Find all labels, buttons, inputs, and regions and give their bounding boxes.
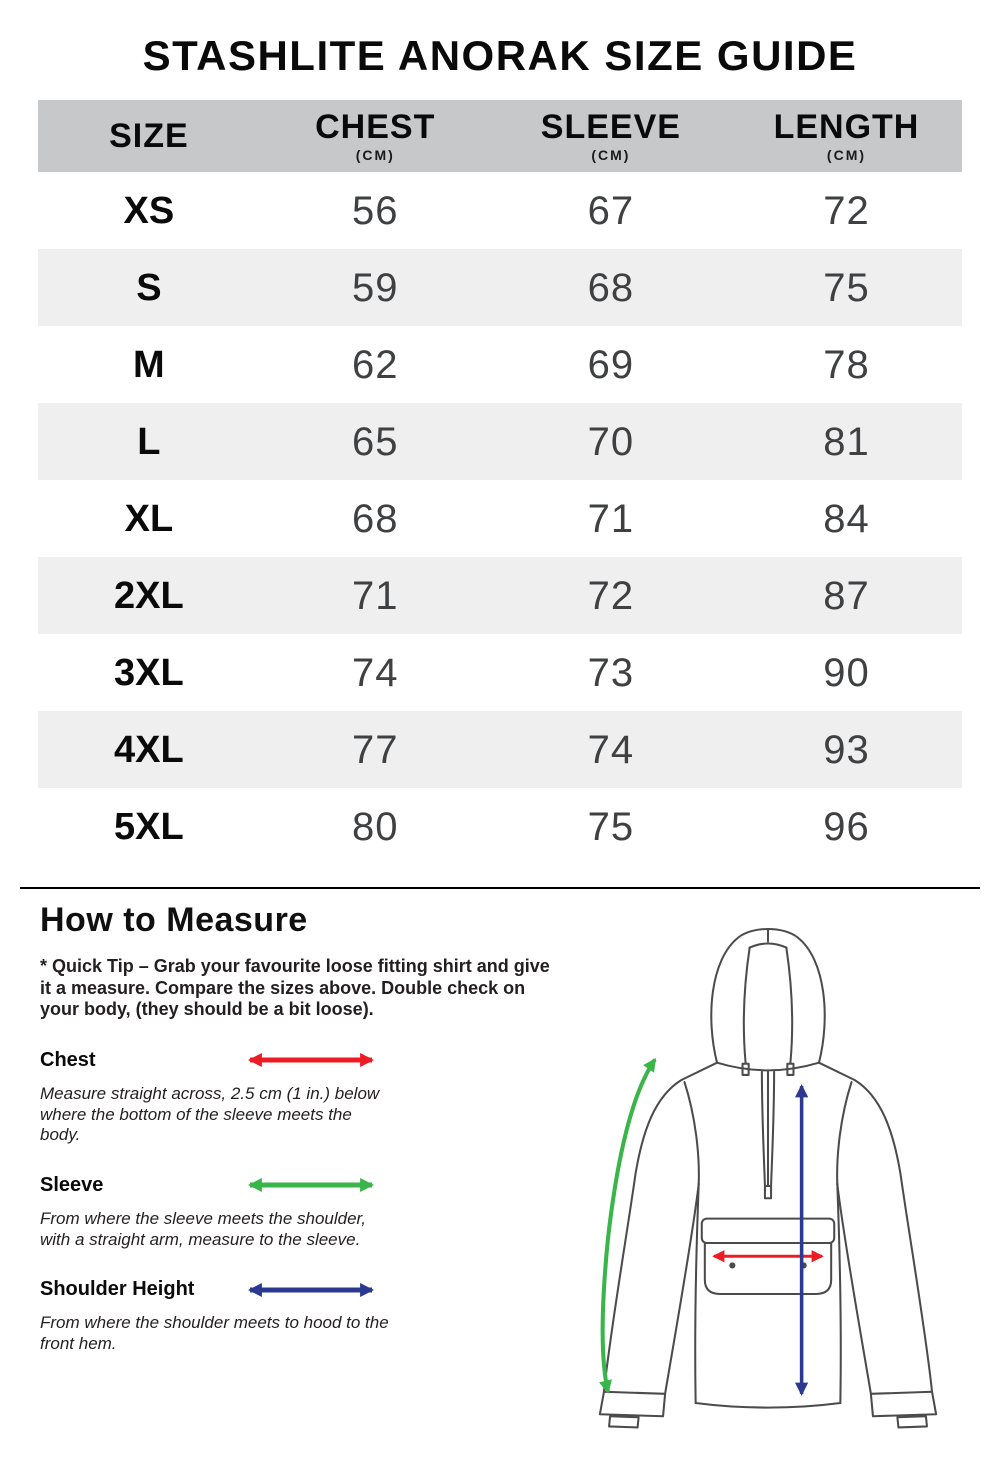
table-row	[38, 403, 962, 480]
sleeve-cell: 68	[587, 265, 635, 310]
shoulder-height-label: Shoulder Height	[40, 1278, 195, 1301]
length-cell: 84	[823, 496, 870, 541]
table-row	[38, 788, 962, 865]
length-cell: 87	[823, 573, 870, 618]
size-cell: 2XL	[114, 574, 184, 617]
chest-cell: 65	[352, 419, 399, 464]
sleeve-cell: 69	[587, 342, 635, 387]
chest-cell: 77	[352, 727, 399, 772]
sleeve-cell: 72	[587, 573, 635, 618]
table-body	[38, 172, 962, 865]
header-size: SIZE	[109, 117, 189, 155]
red-double-arrow-icon	[236, 1051, 386, 1069]
size-cell: 3XL	[114, 651, 184, 694]
half-zip-outline	[762, 1072, 774, 1198]
chest-measure-section	[40, 1049, 550, 1146]
chest-cell: 56	[352, 188, 399, 233]
header-length: LENGTH (CM)	[773, 108, 920, 163]
how-to-measure-section	[20, 887, 980, 1461]
shoulder-height-description: From where the shoulder meets to hood to the front hem.	[40, 1313, 389, 1354]
sleeve-cell: 67	[587, 188, 635, 233]
table-row	[38, 172, 962, 249]
sleeve-label: Sleeve	[40, 1173, 104, 1196]
page-title: STASHLITE ANORAK SIZE GUIDE	[142, 32, 858, 79]
chest-cell: 59	[352, 265, 399, 310]
size-cell: M	[133, 343, 165, 386]
length-cell: 96	[823, 804, 870, 849]
table-row	[38, 480, 962, 557]
length-cell: 90	[823, 650, 870, 695]
chest-label: Chest	[40, 1048, 96, 1071]
length-cell: 93	[823, 727, 870, 772]
chest-cell: 68	[352, 496, 399, 541]
length-cell: 78	[823, 342, 870, 387]
chest-description: Measure straight across, 2.5 cm (1 in.) below where the bottom of the sleeve meets the body.	[40, 1083, 380, 1145]
blue-double-arrow-icon	[236, 1281, 386, 1299]
header-chest: CHEST (CM)	[315, 108, 436, 163]
sleeve-measure-section	[40, 1174, 550, 1250]
chest-cell: 62	[352, 342, 399, 387]
sleeve-cell: 74	[587, 727, 635, 772]
length-cell: 75	[823, 265, 870, 310]
how-to-measure-text-column	[20, 889, 550, 1355]
table-row	[38, 557, 962, 634]
chest-cell: 74	[352, 650, 399, 695]
sleeve-cell: 70	[587, 419, 635, 464]
size-cell: S	[136, 266, 162, 309]
table-row	[38, 249, 962, 326]
length-cell: 72	[823, 188, 870, 233]
sleeve-cell: 71	[587, 496, 635, 541]
table-row	[38, 711, 962, 788]
size-cell: 4XL	[114, 728, 184, 771]
table-row	[38, 326, 962, 403]
header-sleeve: SLEEVE (CM)	[540, 108, 681, 163]
quick-tip-text: * Quick Tip – Grab your favourite loose fitting shirt and give it a measure. Compare the sizes above. Double check on your body, (they should be a bit loose).	[40, 956, 550, 1020]
sleeve-description: From where the sleeve meets the shoulder, with a straight arm, measure to the sleeve.	[40, 1208, 366, 1249]
chest-cell: 71	[352, 573, 399, 618]
size-cell: XL	[124, 497, 174, 540]
anorak-diagram	[548, 917, 988, 1457]
table-row	[38, 634, 962, 711]
sleeve-cell: 75	[587, 804, 635, 849]
sleeve-cell: 73	[587, 650, 635, 695]
size-cell: 5XL	[114, 805, 184, 848]
hood-outline	[711, 929, 824, 1075]
size-table	[38, 100, 962, 865]
how-to-measure-heading: How to Measure	[40, 901, 308, 939]
shoulder-height-measure-section	[40, 1278, 550, 1354]
chest-cell: 80	[352, 804, 399, 849]
green-double-arrow-icon	[236, 1176, 386, 1194]
size-cell: L	[137, 420, 161, 463]
length-cell: 81	[823, 419, 870, 464]
table-header-row	[38, 100, 962, 172]
size-cell: XS	[123, 189, 175, 232]
